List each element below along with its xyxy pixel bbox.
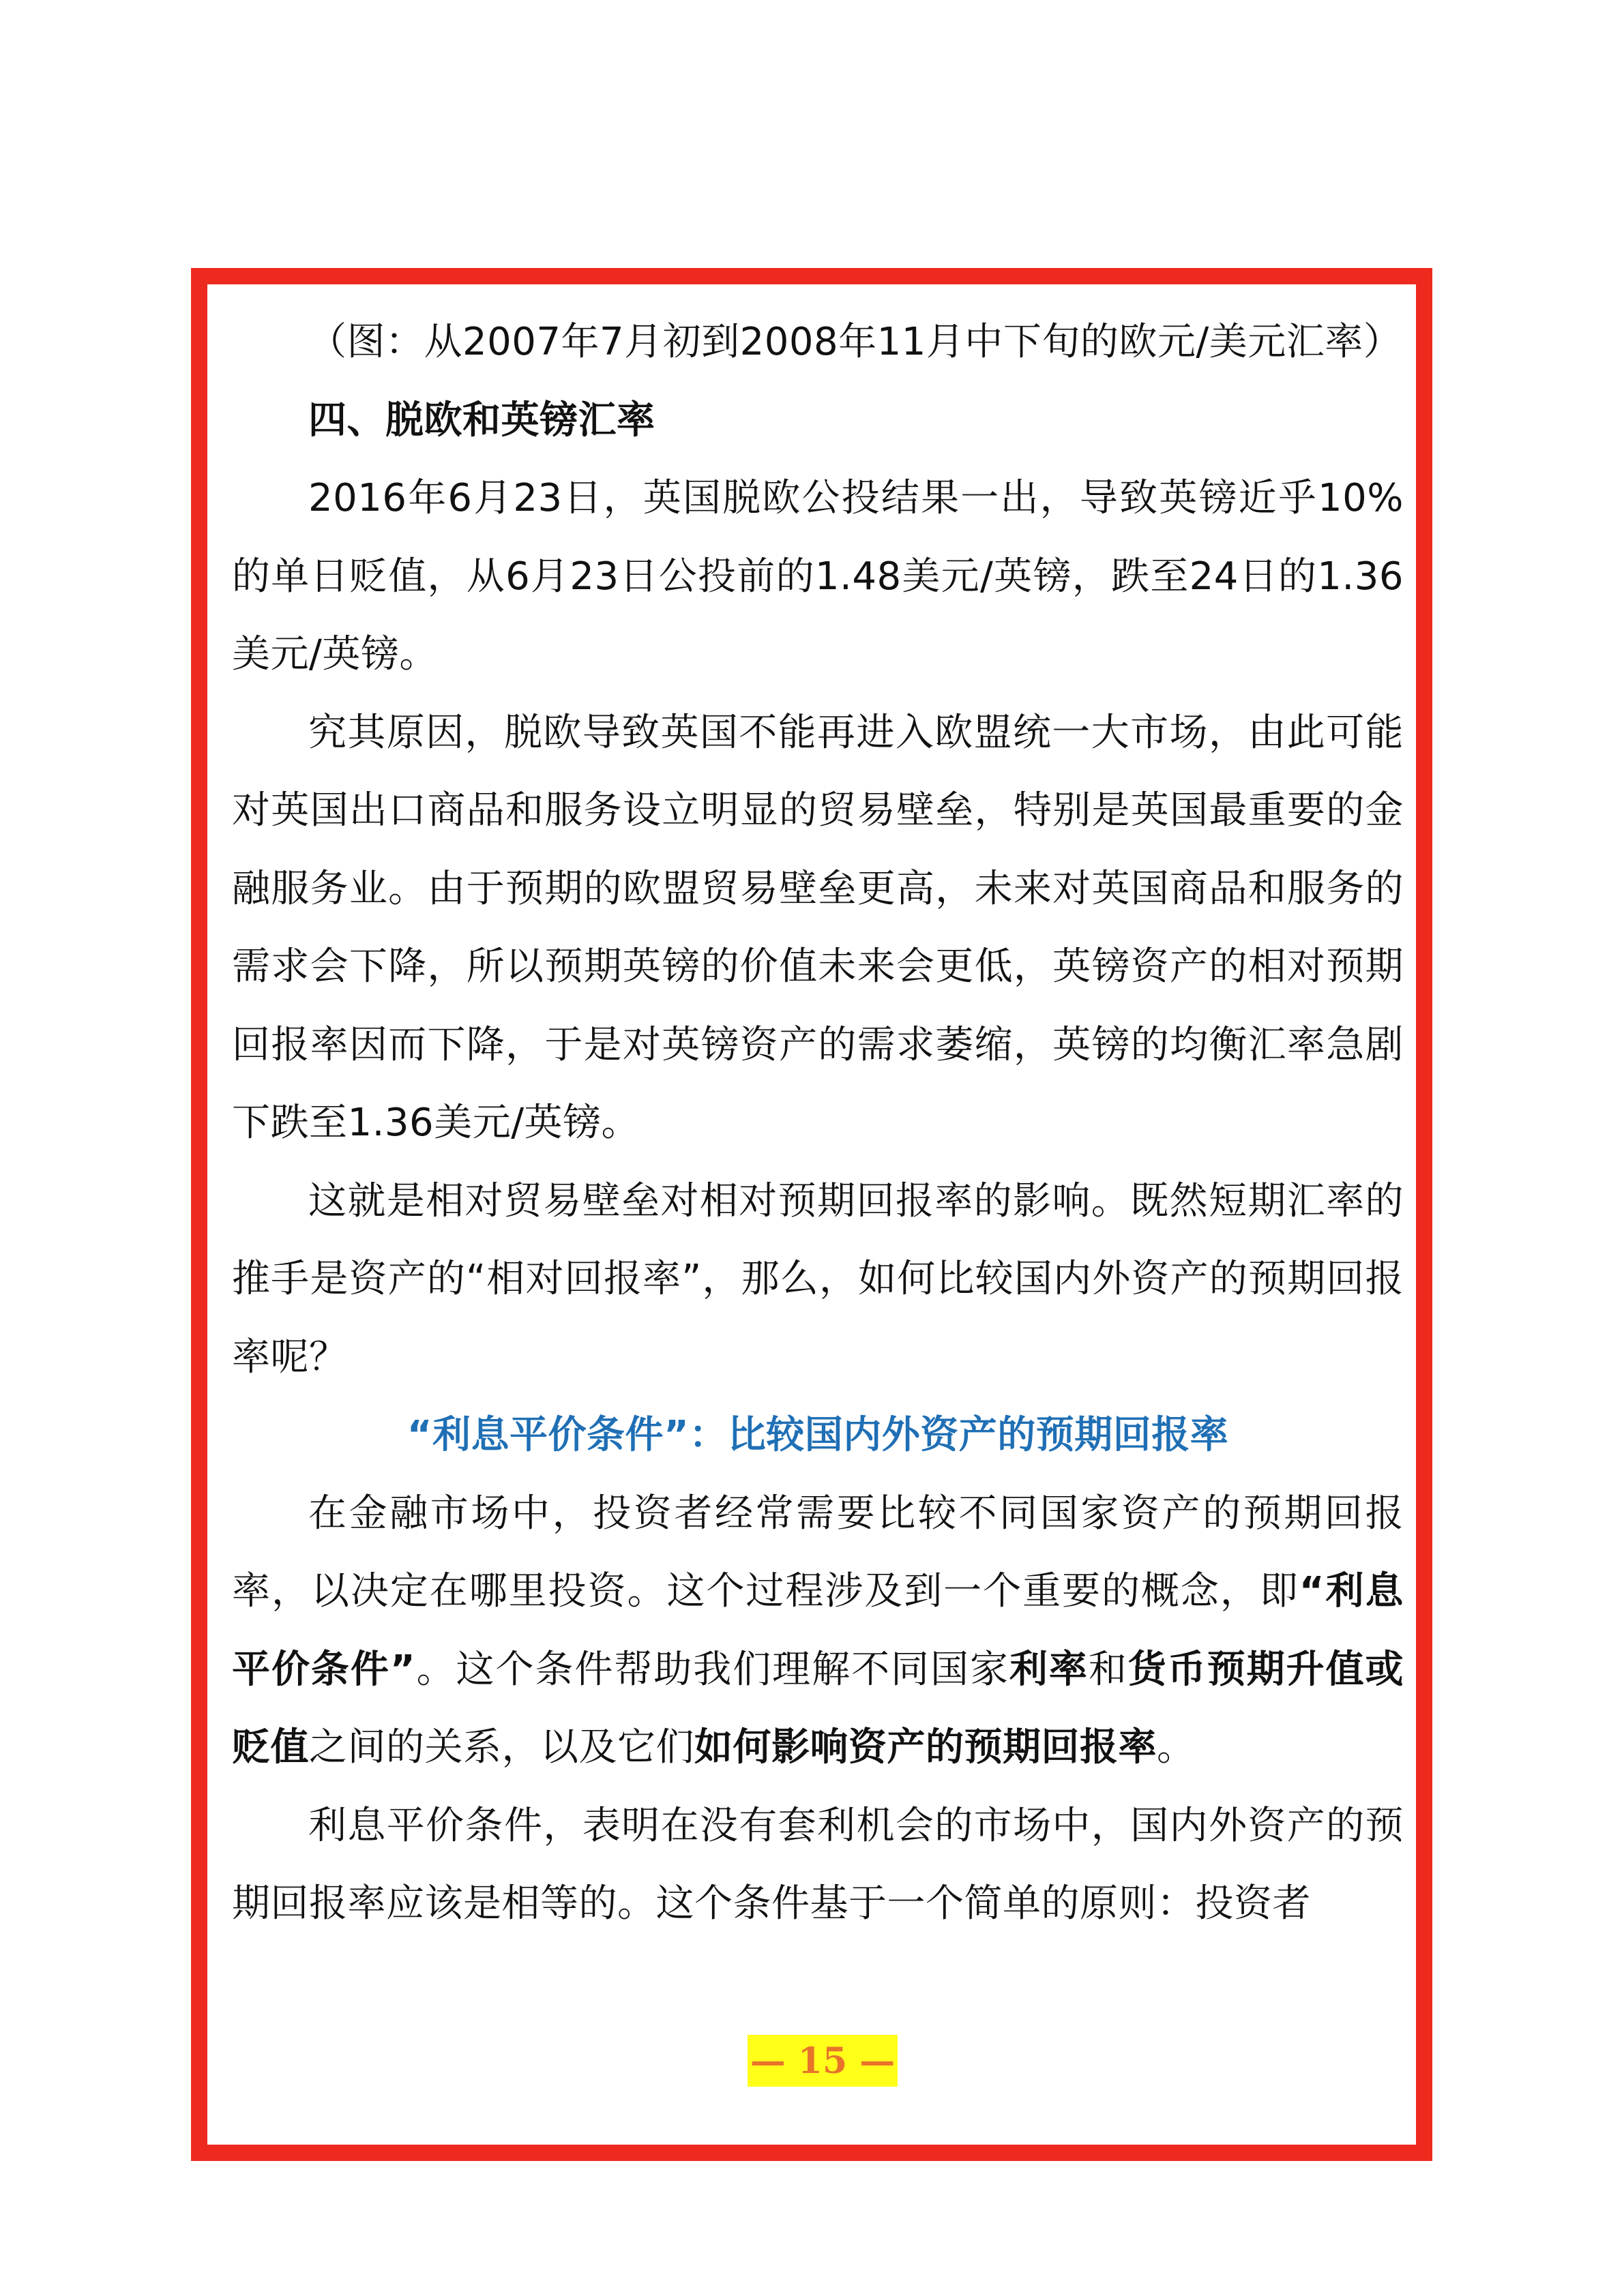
document-body [232, 303, 1404, 1943]
paragraph-interest-parity-definition: 利息平价条件，表明在没有套利机会的市场中，国内外资产的预期回报率应该是相等的。这个条件基于一个简单的原则：投资者 [232, 1803, 1404, 1926]
bold-term-currency-expectation: 货币预期升值或贬值 [232, 1647, 1404, 1770]
text-run: 在金融市场中，投资者经常需要比较不同国家资产的预期回报率，以决定在哪里投资。这个过程涉及到一个重要的概念，即 [232, 1491, 1404, 1613]
page-number: — 15 — [748, 2035, 898, 2087]
text-run: 。 [1157, 1725, 1196, 1770]
text-run: 之间的关系，以及它们 [309, 1725, 694, 1770]
paragraph-brexit-drop: 2016年6月23日，英国脱欧公投结果一出，导致英镑近乎10%的单日贬值，从6月23日公投前的1.48美元/英镑，跌至24日的1.36美元/英镑。 [232, 476, 1404, 676]
bold-term-interest-rate: 利率 [1009, 1647, 1089, 1692]
bold-term-interest-parity: “利息平价条件” [232, 1569, 1404, 1692]
text-run: 。这个条件帮助我们理解不同国家 [415, 1647, 1009, 1692]
section-heading: 四、脱欧和英镑汇率 [308, 398, 655, 443]
page-border-frame [191, 268, 1432, 2161]
paragraph-trade-barriers: 这就是相对贸易壁垒对相对预期回报率的影响。既然短期汇率的推手是资产的“相对回报率”，那么，如何比较国内外资产的预期回报率呢？ [232, 1178, 1404, 1380]
paragraph-interest-parity-intro [232, 1475, 1404, 1787]
paragraph-brexit-reasons: 究其原因，脱欧导致英国不能再进入欧盟统一大市场，由此可能对英国出口商品和服务设立明显的贸易壁垒，特别是英国最重要的金融服务业。由于预期的欧盟贸易壁垒更高，未来对英国商品和服务的需求会下降，所以预期英镑的价值未来会更低，英镑资产的相对预期回报率因而下降，于是对英镑资产的需求萎缩，英镑的均衡汇率急剧下跌至1.36美元/英镑。 [232, 710, 1404, 1145]
bold-term-expected-return: 如何影响资产的预期回报率 [694, 1725, 1157, 1770]
subheading-interest-parity: “利息平价条件”：比较国内外资产的预期回报率 [407, 1413, 1229, 1457]
figure-caption: （图：从2007年7月初到2008年11月中下旬的欧元/美元汇率） [308, 320, 1402, 364]
text-run: 和 [1088, 1647, 1128, 1692]
